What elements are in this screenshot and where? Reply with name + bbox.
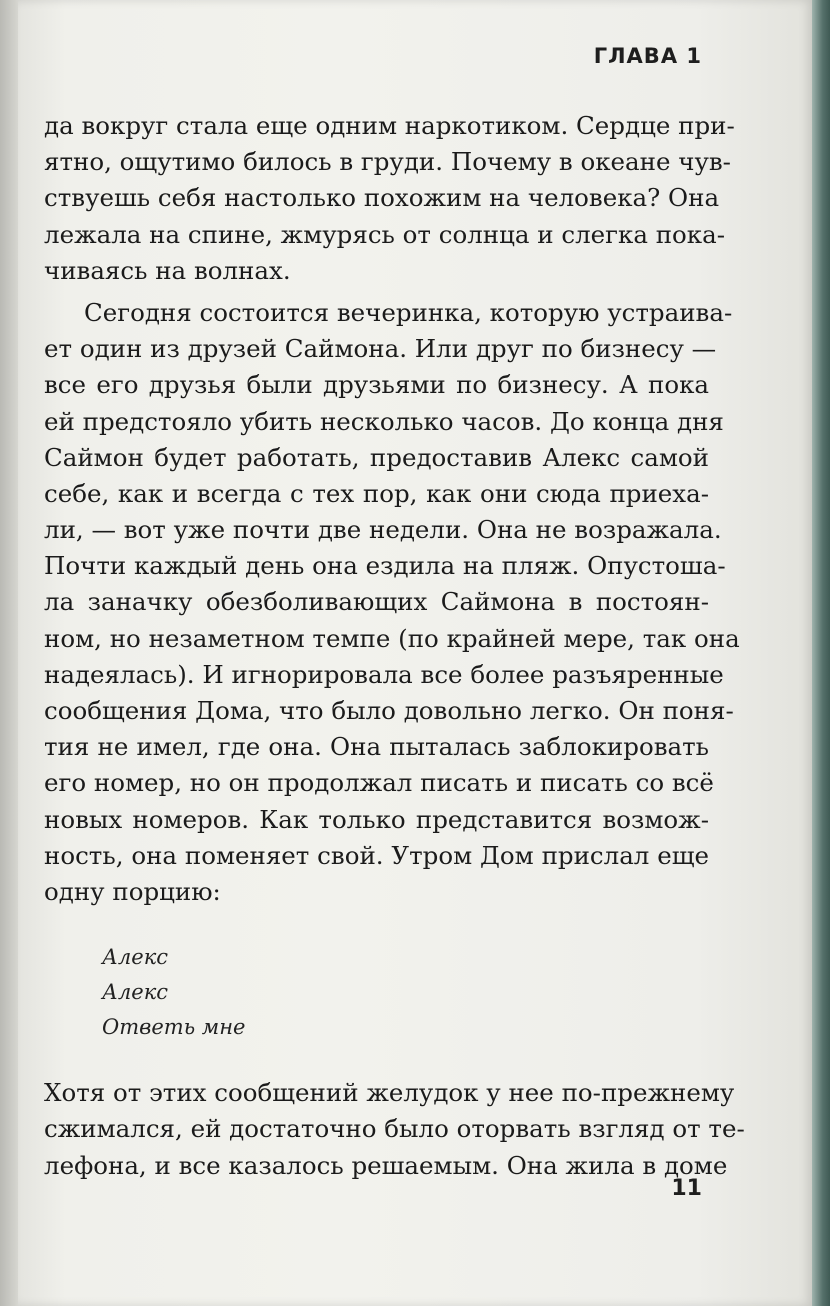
text-line: его номер, но он продолжал писать и писать со всё bbox=[44, 768, 714, 798]
text-line: ятно, ощутимо билось в груди. Почему в океане чув- bbox=[44, 147, 731, 177]
paragraph-2 bbox=[44, 295, 740, 910]
text-line: да вокруг стала еще одним наркотиком. Сердце при- bbox=[44, 111, 735, 140]
page-body bbox=[44, 108, 745, 1184]
text-line: лефона, и все казалось решаемым. Она жила в доме bbox=[44, 1150, 728, 1180]
text-line: надеялась). И игнорировала все более разъяренные bbox=[44, 659, 724, 689]
paragraph-1 bbox=[44, 108, 735, 289]
text-line: лежала на спине, жмурясь от солнца и слегка пока- bbox=[44, 219, 725, 249]
text-line: ли, — вот уже почти две недели. Она не возражала. bbox=[44, 515, 722, 545]
text-line: ном, но незаметном темпе (по крайней мере, так она bbox=[44, 623, 740, 653]
text-line: ет один из друзей Саймона. Или друг по бизнесу — bbox=[44, 334, 717, 364]
page-number: 11 bbox=[671, 1176, 702, 1201]
book-cover-edge bbox=[812, 0, 830, 1306]
text-line: тия не имел, где она. Она пыталась заблокировать bbox=[44, 732, 709, 762]
text-line: себе, как и всегда с тех пор, как они сюда приеха- bbox=[44, 478, 709, 508]
text-line: все его друзья были друзьями по бизнесу. А пока bbox=[44, 370, 709, 400]
text-line: чиваясь на волнах. bbox=[44, 255, 291, 285]
paragraph-3 bbox=[44, 1075, 745, 1184]
running-head: ГЛАВА 1 bbox=[593, 44, 702, 68]
text-line: одну порцию: bbox=[44, 876, 221, 906]
message-line: Ответь мне bbox=[102, 1015, 246, 1040]
text-line: ность, она поменяет свой. Утром Дом прислал еще bbox=[44, 840, 709, 870]
text-line: ла заначку обезболивающих Саймона в постоян- bbox=[44, 587, 709, 617]
text-line: сжимался, ей достаточно было оторвать взгляд от те- bbox=[44, 1114, 745, 1144]
text-line: новых номеров. Как только представится возмож- bbox=[44, 804, 709, 834]
text-line: сообщения Дома, что было довольно легко. Он поня- bbox=[44, 696, 734, 725]
text-messages bbox=[102, 940, 709, 1045]
message-line: Алекс bbox=[102, 980, 169, 1005]
text-line: Хотя от этих сообщений желудок у нее по-прежнему bbox=[44, 1078, 735, 1108]
text-line: Почти каждый день она ездила на пляж. Опустоша- bbox=[44, 551, 726, 581]
text-line: ей предстояло убить несколько часов. До конца дня bbox=[44, 406, 724, 436]
text-line: Саймон будет работать, предоставив Алекс самой bbox=[44, 442, 709, 472]
text-line: ствуешь себя настолько похожим на человека? Она bbox=[44, 183, 720, 213]
message-line: Алекс bbox=[102, 945, 169, 970]
text-line: Сегодня состоится вечеринка, которую устраива- bbox=[84, 297, 733, 327]
